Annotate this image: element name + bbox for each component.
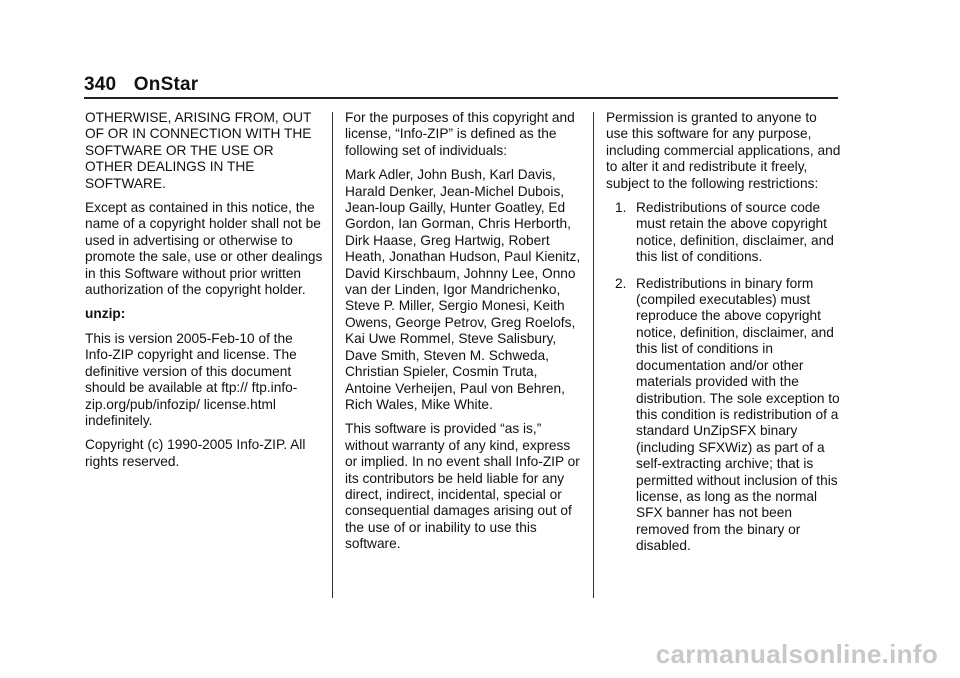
paragraph: This software is provided “as is,” without warranty of any kind, express or implied. In no event shall Info-ZIP or its contributors be held liable for any direct, indirect, incidental, special or consequential damages arising out of the use of or inability to use this software. xyxy=(345,421,580,552)
section-heading-unzip: unzip: xyxy=(85,306,126,322)
text-column-1 xyxy=(85,110,323,478)
list-item xyxy=(606,200,842,266)
page-number: 340 xyxy=(84,74,117,95)
contributor-list: Mark Adler, John Bush, Karl Davis, Harald Denker, Jean-Michel Dubois, Jean-loup Gailly, Hunter Goatley, Ed Gordon, Ian Gorman, Chris Herborth, Dirk Haase, Greg Hartwig, Robert Heath, Jonathan Hudson, Paul Kienitz, David Kirschbaum, Johnny Lee, Onno van der Linden, Igor Mandrichenko, Steve P. Miller, Sergio Monesi, Keith Owens, George Petrov, Greg Roelofs, Kai Uwe Rommel, Steve Salisbury, Dave Smith, Steven M. Schweda, Christian Spieler, Cosmin Truta, Antoine Verheijen, Paul von Behren, Rich Wales, Mike White. xyxy=(345,167,581,412)
list-item-text: Redistributions in binary form (compiled executables) must reproduce the above copyright notice, definition, disclaimer, and this list of conditions in documentation and/or other materials provided with the distribution. The sole exception to this condition is redistribution of a standard UnZipSFX binary (including SFXWiz) as part of a self-extracting archive; that is permitted without inclusion of this license, as long as the normal SFX banner has not been removed from the binary or disabled. xyxy=(636,275,840,554)
header-rule xyxy=(84,97,838,99)
restrictions-list xyxy=(606,200,842,555)
paragraph: Copyright (c) 1990-2005 Info-ZIP. All rights reserved. xyxy=(85,437,306,469)
paragraph: OTHERWISE, ARISING FROM, OUT OF OR IN CONNECTION WITH THE SOFTWARE OR THE USE OR OTHER DEALINGS IN THE SOFTWARE. xyxy=(85,110,312,191)
list-item-number: 2. xyxy=(615,275,627,291)
watermark: carmanualsonline.info xyxy=(655,639,938,669)
paragraph: Except as contained in this notice, the name of a copyright holder shall not be used in advertising or otherwise to promote the sale, use or other dealings in this Software without prior written authorization of the copyright holder. xyxy=(85,200,323,298)
column-divider xyxy=(332,112,333,598)
column-divider xyxy=(593,112,594,598)
page-header xyxy=(84,74,198,96)
section-title: OnStar xyxy=(133,74,199,95)
list-item-number: 1. xyxy=(615,200,627,216)
paragraph: For the purposes of this copyright and license, “Info-ZIP” is defined as the following set of individuals: xyxy=(345,110,575,158)
text-column-3 xyxy=(606,110,842,565)
list-item-text: Redistributions of source code must retain the above copyright notice, definition, disclaimer, and this list of conditions. xyxy=(636,200,834,265)
text-column-2 xyxy=(345,110,583,561)
paragraph: This is version 2005-Feb-10 of the Info-ZIP copyright and license. The definitive version of this document should be available at ftp:// ftp.info-zip.org/pub/infozip/ license.html indefinitely. xyxy=(85,330,298,428)
list-item xyxy=(606,276,842,555)
paragraph: Permission is granted to anyone to use this software for any purpose, including commercial applications, and to alter it and redistribute it freely, subject to the following restrictions: xyxy=(606,110,841,191)
